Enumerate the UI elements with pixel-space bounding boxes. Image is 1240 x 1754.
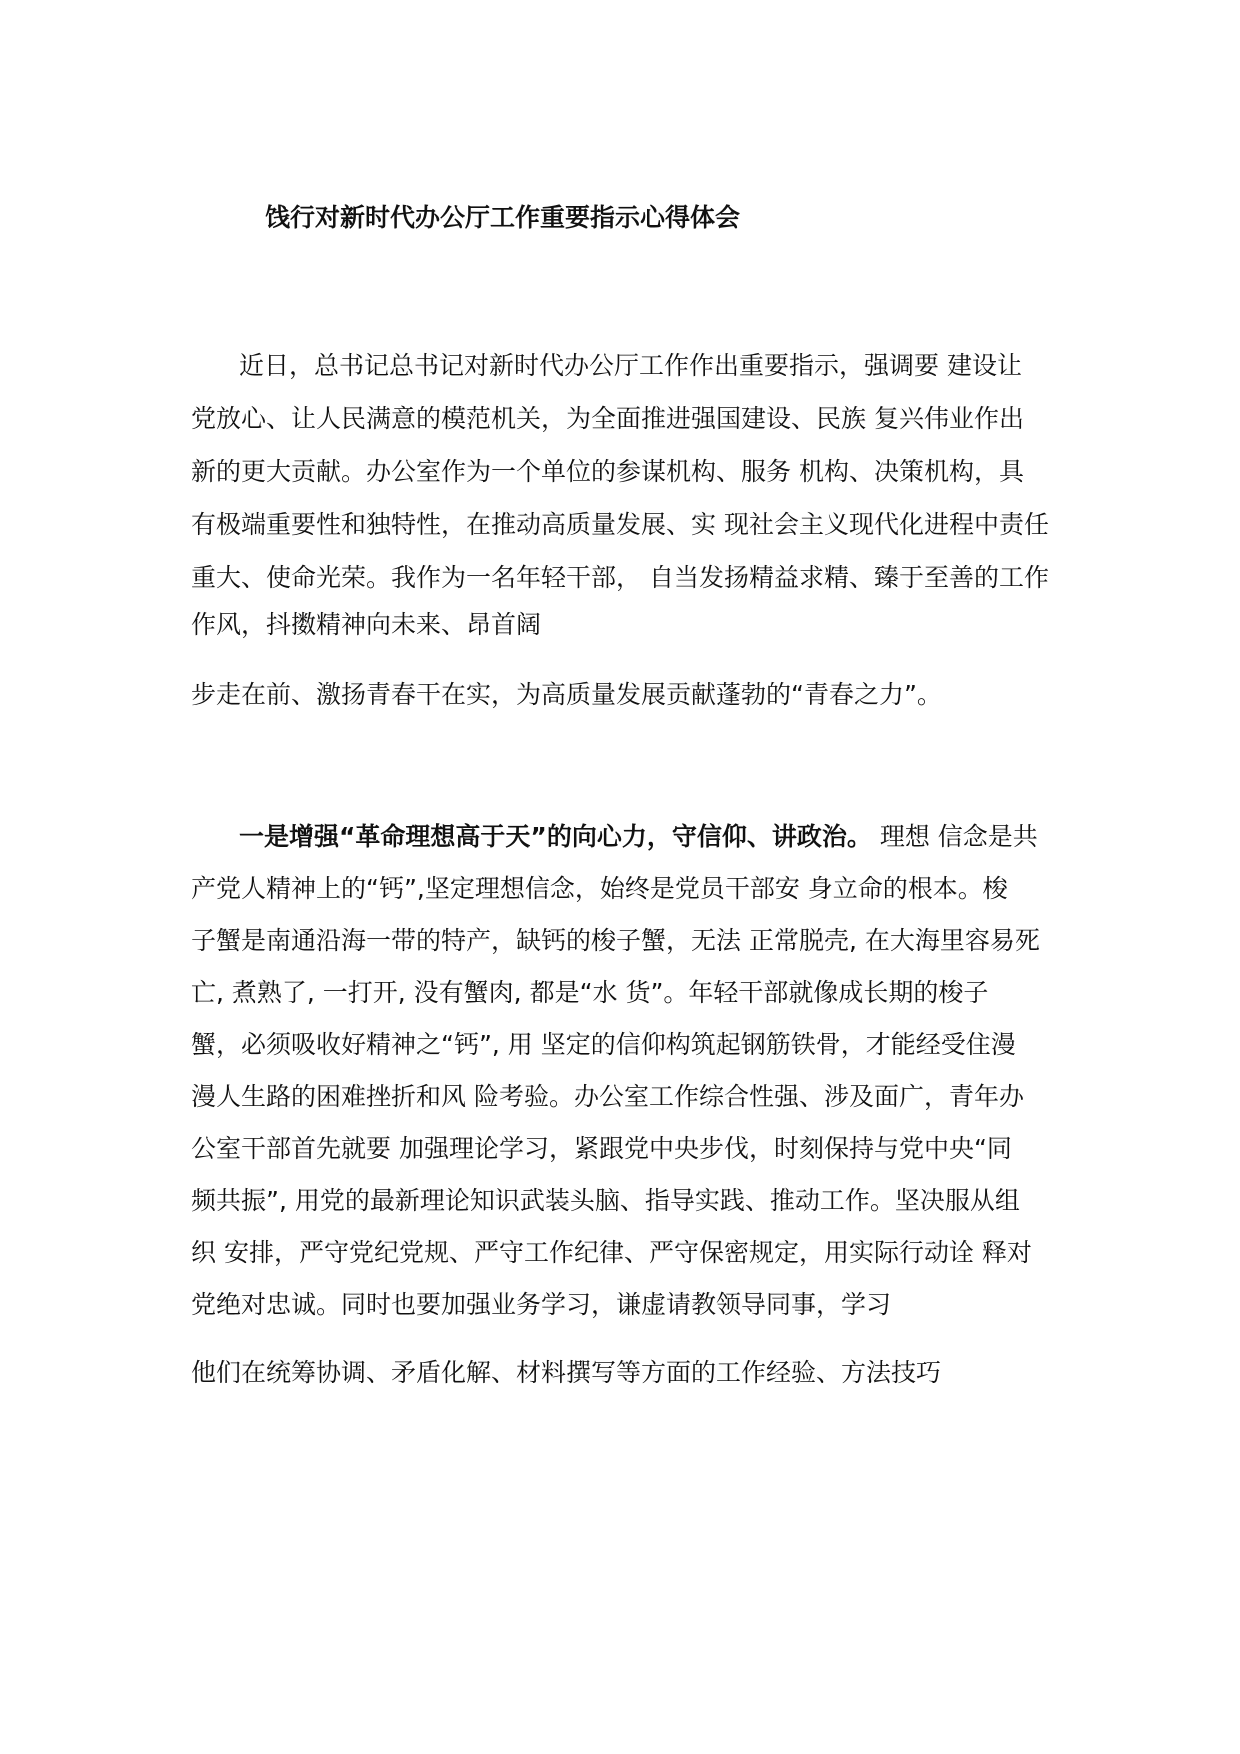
- paragraph-2-line-9: 织 安排，严守党纪党规、严守工作纪律、严守保密规定，用实际行动诠 释对: [191, 1238, 1032, 1267]
- paragraph-2-line-1-rest: 理想 信念是共: [871, 822, 1038, 851]
- paragraph-2-line-4: 亡, 煮熟了, 一打开, 没有蟹肉, 都是“水 货”。年轻干部就像成长期的梭子: [191, 978, 989, 1007]
- paragraph-2-line-11: 他们在统筹协调、矛盾化解、材料撰写等方面的工作经验、方法技巧: [191, 1358, 942, 1387]
- paragraph-2-line-5: 蟹，必须吸收好精神之“钙”, 用 坚定的信仰构筑起钢筋铁骨，才能经受住漫: [191, 1030, 1016, 1059]
- paragraph-2-line-3: 子蟹是南通沿海一带的特产，缺钙的梭子蟹，无法 正常脱壳, 在大海里容易死: [191, 926, 1040, 955]
- paragraph-1-line-6: 作风，抖擞精神向未来、昂首阔: [191, 610, 542, 639]
- paragraph-1-line-2: 党放心、让人民满意的模范机关，为全面推进强国建设、民族 复兴伟业作出: [191, 404, 1024, 433]
- paragraph-1-line-7: 步走在前、激扬青春干在实，为高质量发展贡献蓬勃的“青春之力”。: [191, 680, 942, 709]
- paragraph-2-lead: 一是增强“革命理想高于天”的向心力，守信仰、讲政治。: [239, 822, 872, 851]
- paragraph-1-line-4: 有极端重要性和独特性，在推动高质量发展、实 现社会主义现代化进程中责任: [191, 510, 1049, 539]
- paragraph-1-line-5: 重大、使命光荣。我作为一名年轻干部， 自当发扬精益求精、臻于至善的工作: [191, 563, 1049, 592]
- document-title: 饯行对新时代办公厅工作重要指示心得体会: [265, 203, 741, 232]
- paragraph-2-line-8: 频共振”, 用党的最新理论知识武装头脑、指导实践、推动工作。坚决服从组: [191, 1186, 1020, 1215]
- paragraph-2-line-1: [239, 819, 1038, 855]
- paragraph-2-line-2: 产党人精神上的“钙”,坚定理想信念，始终是党员干部安 身立命的根本。梭: [191, 874, 1008, 903]
- paragraph-2-line-7: 公室干部首先就要 加强理论学习，紧跟党中央步伐，时刻保持与党中央“同: [191, 1134, 1012, 1163]
- paragraph-2-line-6: 漫人生路的困难挫折和风 险考验。办公室工作综合性强、涉及面广，青年办: [191, 1082, 1024, 1111]
- paragraph-1-line-1: 近日，总书记总书记对新时代办公厅工作作出重要指示，强调要 建设让: [239, 351, 1022, 380]
- paragraph-2-line-10: 党绝对忠诚。同时也要加强业务学习，谦虚请教领导同事，学习: [191, 1290, 892, 1319]
- paragraph-1-line-3: 新的更大贡献。办公室作为一个单位的参谋机构、服务 机构、决策机构，具: [191, 457, 1024, 486]
